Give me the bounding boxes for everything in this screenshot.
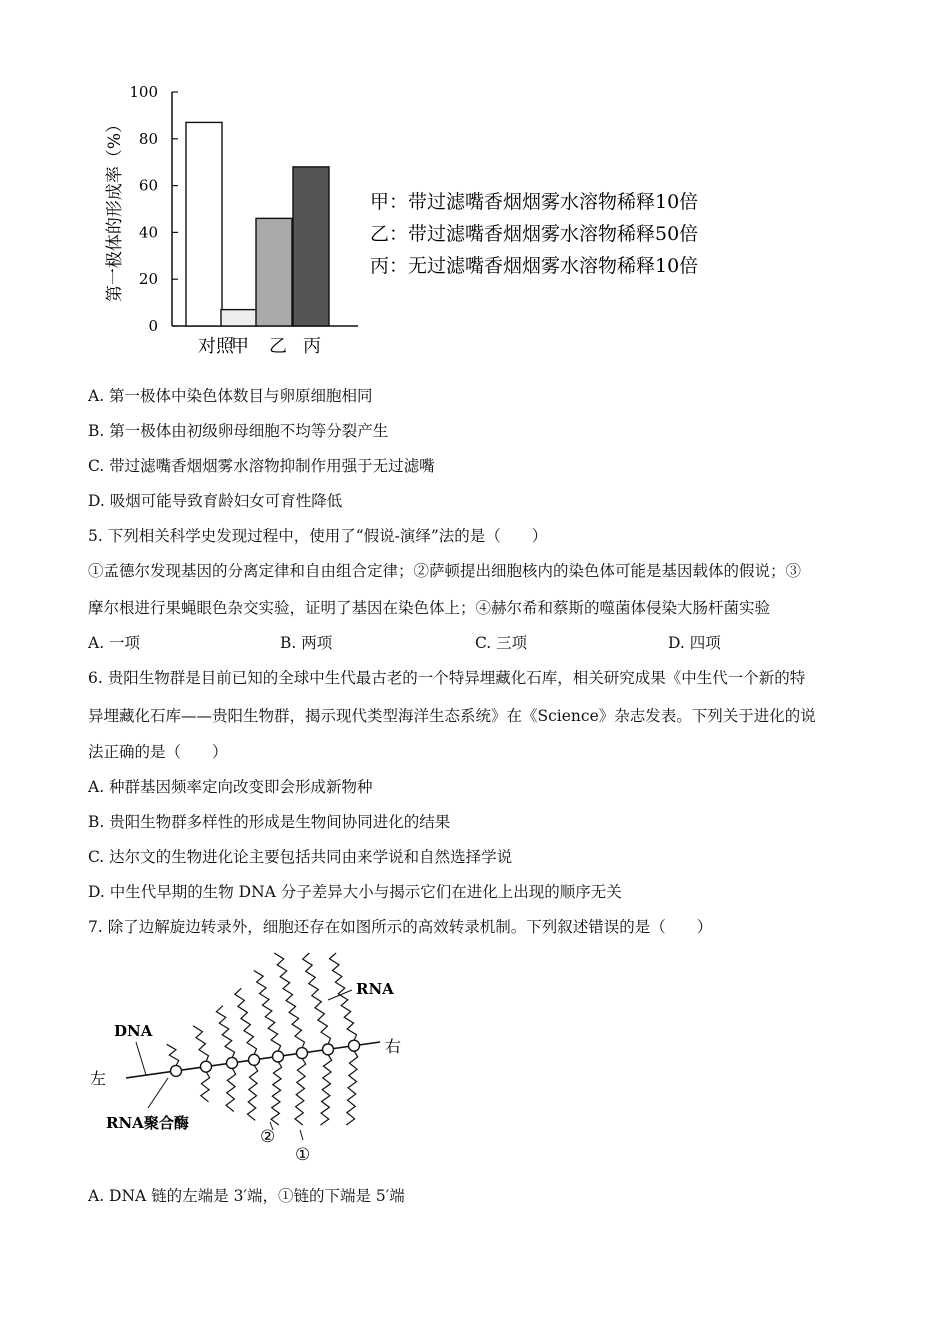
q6-option-c: C. 达尔文的生物进化论主要包括共同由来学说和自然选择学说	[88, 848, 513, 866]
q6-stem-line2: 异埋藏化石库——贵阳生物群，揭示现代类型海洋生态系统》在《Science》杂志发表。下列关于进化的说	[88, 707, 816, 725]
q5-option-b: B. 两项	[280, 634, 333, 652]
rna-chain	[201, 1072, 210, 1102]
q4-option-c: C. 带过滤嘴香烟烟雾水溶物抑制作用强于无过滤嘴	[88, 457, 435, 475]
rna-chain	[193, 1026, 209, 1062]
q5-body-line2: 摩尔根进行果蝇眼色杂交实验，证明了基因在染色体上；④赫尔希和蔡斯的噬菌体侵染大肠杆菌实验	[88, 599, 771, 617]
q4-option-a: A. 第一极体中染色体数目与卵原细胞相同	[88, 387, 373, 405]
y-tick-label: 20	[138, 270, 158, 289]
rna-chain	[321, 1054, 332, 1125]
rna-chain	[274, 953, 304, 1048]
q5-option-d: D. 四项	[668, 634, 721, 652]
q5-body-line1: ①孟德尔发现基因的分离定律和自由组合定律；②萨顿提出细胞核内的染色体可能是基因载体的假说；③	[88, 562, 802, 580]
label-strand-2: ②	[260, 1127, 276, 1147]
rna-chain	[303, 953, 331, 1044]
bar-丙	[293, 167, 329, 326]
label-right: 右	[385, 1037, 402, 1056]
rna-chain	[167, 1044, 179, 1066]
label-left: 左	[90, 1069, 107, 1088]
transcription-diagram	[88, 950, 428, 1170]
x-tick-label: 对照	[198, 336, 234, 357]
rna-polymerase-circle	[297, 1048, 308, 1059]
q4-option-b: B. 第一极体由初级卵母细胞不均等分裂产生	[88, 422, 389, 440]
bar-甲	[221, 310, 257, 326]
q5-stem: 5. 下列相关科学史发现过程中，使用了“假说-演绎”法的是（ ）	[88, 527, 548, 545]
x-tick-label: 丙	[303, 336, 321, 357]
bar-乙	[256, 218, 292, 326]
rna-chain	[295, 1058, 306, 1125]
q7-stem: 7. 除了边解旋边转录外，细胞还存在如图所示的高效转录机制。下列叙述错误的是（ ）	[88, 918, 713, 936]
rna-polymerase-circle	[227, 1057, 238, 1068]
y-tick-label: 100	[129, 83, 158, 101]
q6-stem-line3: 法正确的是（ ）	[88, 743, 228, 761]
dna-leader-line	[136, 1042, 146, 1075]
q6-option-d: D. 中生代早期的生物 DNA 分子差异大小与揭示它们在进化上出现的顺序无关	[88, 883, 622, 901]
rna-chain	[216, 1006, 234, 1058]
legend-entry: 丙：无过滤嘴香烟烟雾水溶物稀释10倍	[370, 255, 699, 277]
rna-polymerase-circle	[273, 1051, 284, 1062]
label-rna-polymerase: RNA聚合酶	[106, 1114, 189, 1132]
q6-option-b: B. 贵阳生物群多样性的形成是生物间协同进化的结果	[88, 813, 451, 831]
rna-polymerase-circle	[323, 1044, 334, 1055]
x-tick-label: 乙	[269, 336, 287, 357]
y-tick-label: 60	[138, 176, 158, 195]
strand-1-leader	[300, 1130, 303, 1140]
q6-stem-line1: 6. 贵阳生物群是目前已知的全球中生代最古老的一个特异埋藏化石库，相关研究成果《中生代一个新的特	[88, 669, 806, 687]
polymerase-leader-line	[148, 1078, 168, 1108]
rna-polymerase-circle	[171, 1065, 182, 1076]
formation-rate-bar-chart	[90, 80, 750, 370]
q6-option-a: A. 种群基因频率定向改变即会形成新物种	[88, 778, 373, 796]
y-tick-label: 80	[138, 129, 158, 148]
label-dna: DNA	[114, 1022, 153, 1040]
x-tick-label: 甲	[231, 336, 249, 357]
q7-option-a: A. DNA 链的左端是 3′端，①链的下端是 5′端	[88, 1187, 405, 1205]
y-tick-label: 0	[148, 317, 158, 335]
legend-entry: 甲：带过滤嘴香烟烟雾水溶物稀释10倍	[370, 191, 699, 213]
rna-chain	[248, 1065, 258, 1121]
y-axis-label: 第一极体的形成率（%）	[105, 115, 125, 303]
q5-option-a: A. 一项	[88, 634, 141, 652]
legend-entry: 乙：带过滤嘴香烟烟雾水溶物稀释50倍	[370, 223, 699, 245]
label-strand-1: ①	[295, 1145, 311, 1165]
rna-chain	[226, 1068, 236, 1112]
bar-对照	[186, 122, 222, 326]
rna-chain	[254, 971, 281, 1052]
q4-option-d: D. 吸烟可能导致育龄妇女可育性降低	[88, 492, 343, 510]
rna-chain	[330, 953, 357, 1041]
q5-option-c: C. 三项	[475, 634, 528, 652]
rna-chain	[346, 1051, 357, 1125]
rna-chain	[235, 988, 257, 1055]
rna-chain	[271, 1061, 282, 1125]
rna-polymerase-circle	[201, 1061, 212, 1072]
label-rna: RNA	[356, 980, 394, 998]
y-tick-label: 40	[138, 223, 158, 242]
rna-polymerase-circle	[349, 1040, 360, 1051]
rna-polymerase-circle	[249, 1054, 260, 1065]
